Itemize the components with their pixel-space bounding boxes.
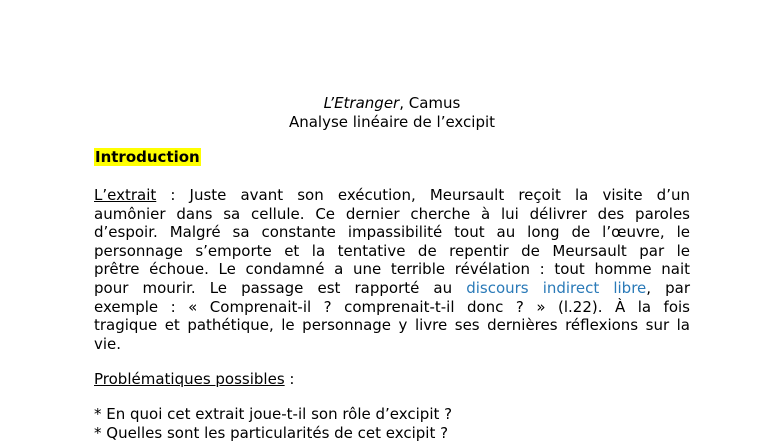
paragraph-line: vie. bbox=[94, 334, 122, 353]
paragraph-line: d’espoir. Malgré sa constante impassibilité tout au long de l’œuvre, le bbox=[94, 223, 690, 242]
question-item: * Quelles sont les particularités de cet excipit ? bbox=[94, 424, 449, 441]
problematiques-label: Problématiques possibles bbox=[94, 370, 285, 388]
problematiques-heading: Problématiques possibles : bbox=[94, 370, 295, 388]
paragraph-line: tragique et pathétique, le personnage y livre ses dernières réflexions sur la bbox=[94, 316, 690, 335]
highlighted-heading-text: Introduction bbox=[95, 148, 200, 166]
paragraph-line: aumônier dans sa cellule. Ce dernier cherche à lui délivrer des paroles bbox=[94, 204, 690, 223]
subtitle: Analyse linéaire de l’excipit bbox=[288, 113, 496, 131]
paragraph-line: pour mourir. Le passage est rapporté au discours indirect libre, par bbox=[94, 278, 690, 297]
extrait-paragraph bbox=[94, 186, 690, 353]
paragraph-line: L’extrait : Juste avant son exécution, Meursault reçoit la visite d’un bbox=[94, 186, 690, 204]
paragraph-line: exemple : « Comprenait-il ? comprenait-t-il donc ? » (l.22). À la fois bbox=[94, 297, 690, 316]
discours-indirect-libre-link[interactable]: discours indirect libre bbox=[466, 278, 647, 297]
title-block bbox=[0, 94, 784, 132]
question-item: * En quoi cet extrait joue-t-il son rôle d’excipit ? bbox=[94, 405, 453, 423]
section-heading-introduction bbox=[94, 148, 201, 167]
paragraph-line: personnage s’emporte et la tentative de repentir de Meursault par le bbox=[94, 241, 690, 260]
work-title: L’Etranger bbox=[323, 94, 400, 112]
paragraph-line: prêtre échoue. Le condamné a une terrible révélation : tout homme nait bbox=[94, 260, 690, 279]
author-name: , Camus bbox=[399, 94, 461, 112]
extrait-label: L’extrait bbox=[94, 186, 157, 204]
title-line bbox=[0, 94, 784, 113]
